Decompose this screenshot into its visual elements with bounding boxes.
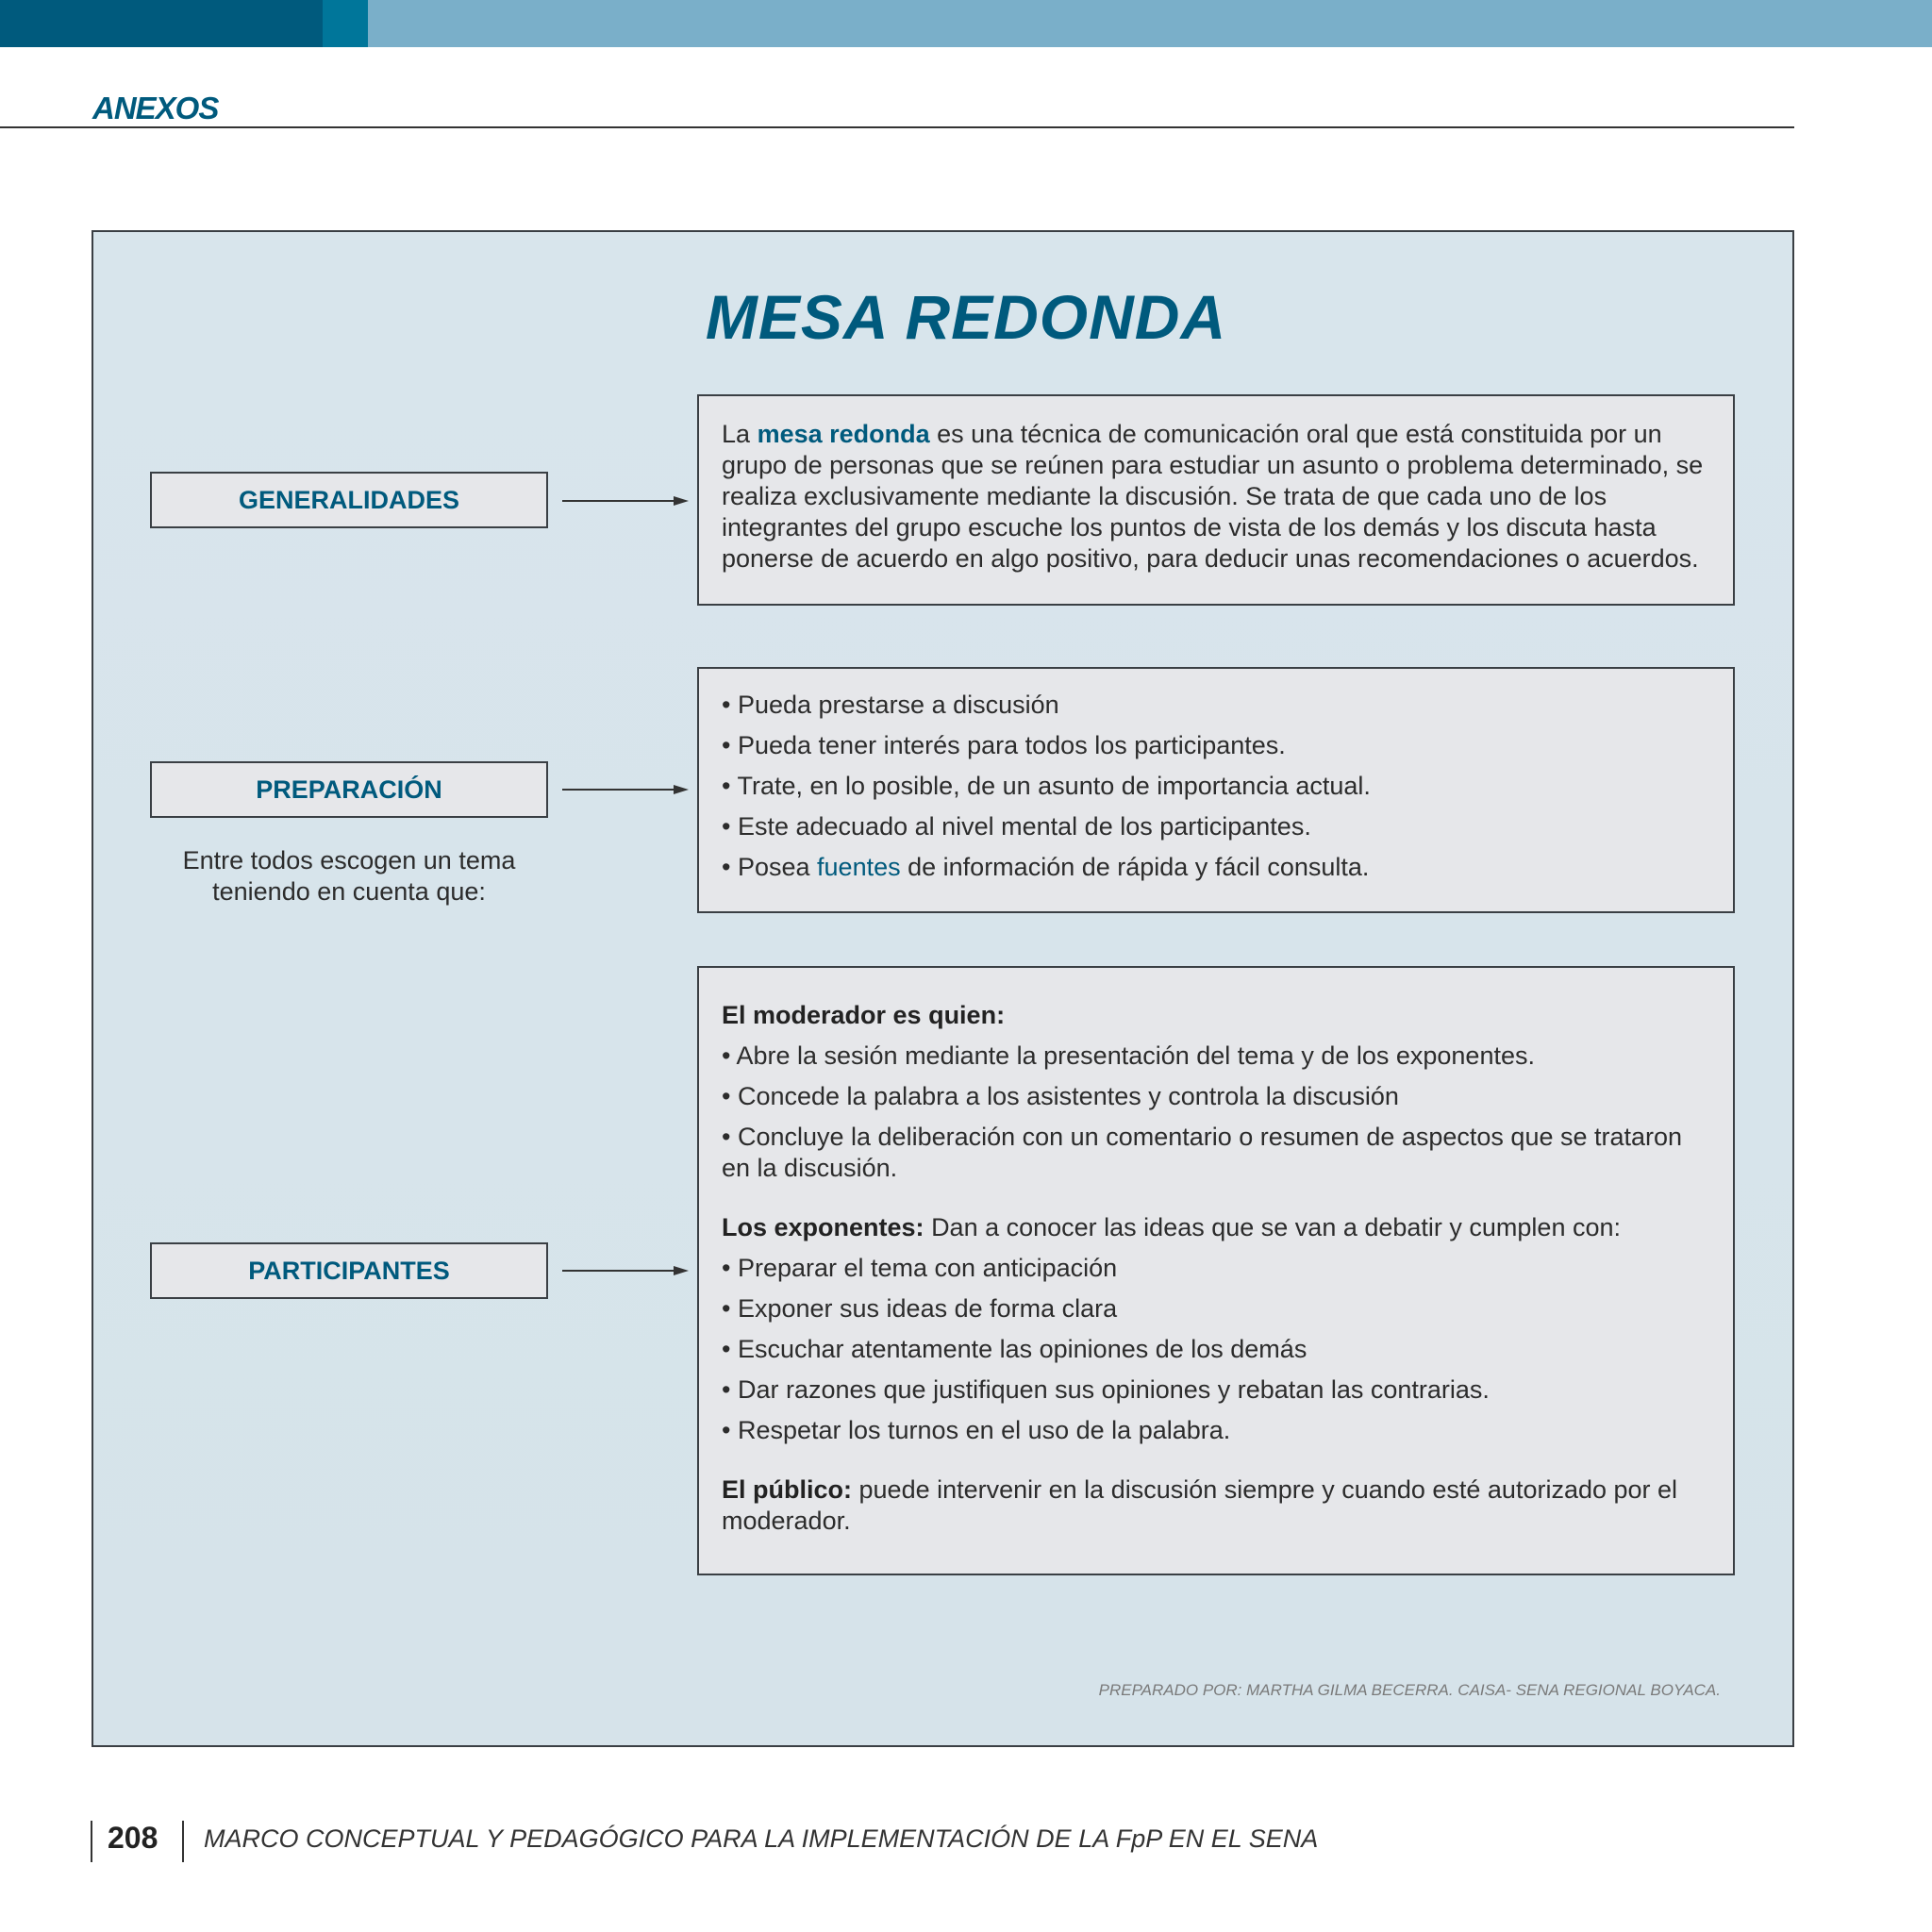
fuentes-highlight: fuentes: [817, 853, 901, 881]
page-number: 208: [108, 1821, 158, 1855]
list-item: • Respetar los turnos en el uso de la palabra.: [722, 1416, 1231, 1444]
publico-line: [722, 1474, 1708, 1537]
moderador-heading: El moderador es quien:: [722, 1001, 1006, 1029]
list-item: • Abre la sesión mediante la presentación del tema y de los exponentes.: [722, 1041, 1535, 1070]
list-item: • Pueda tener interés para todos los participantes.: [722, 731, 1286, 759]
generalidades-text: es una técnica de comunicación oral que está constituida por un grupo de personas que se reúnen para estudiar un asunto o problema determinado, se realiza exclusivamente mediante la discusión. Se trata de que cada uno de los integrantes del grupo escuche los puntos de vista de los demás y los discuta hasta ponerse de acuerdo en algo positivo, para deducir unas recomendaciones o acuerdos.: [722, 420, 1704, 573]
participantes-box: [697, 966, 1735, 1575]
generalidades-highlight: mesa redonda: [757, 420, 930, 448]
credit-line: PREPARADO POR: MARTHA GILMA BECERRA. CAISA- SENA REGIONAL BOYACA.: [1098, 1681, 1721, 1699]
list-item: • Este adecuado al nivel mental de los participantes.: [722, 812, 1311, 841]
footer-divider: [182, 1821, 184, 1862]
preparacion-box: [697, 667, 1735, 913]
footer-title: MARCO CONCEPTUAL Y PEDAGÓGICO PARA LA IMPLEMENTACIÓN DE LA FpP EN EL SENA: [204, 1824, 1319, 1853]
list-item: • Preparar el tema con anticipación: [722, 1254, 1118, 1282]
exponentes-line: [722, 1212, 1708, 1243]
publico-heading: El público:: [722, 1475, 852, 1504]
fuentes-pre: • Posea: [722, 853, 810, 881]
list-item: • Escuchar atentamente las opiniones de los demás: [722, 1335, 1307, 1363]
arrow-right-icon: [562, 494, 689, 508]
list-item-fuentes: [722, 852, 1708, 883]
top-bar-dark-segment: [0, 0, 323, 47]
generalidades-intro: La: [722, 420, 751, 448]
exponentes-text: Dan a conocer las ideas que se van a debatir y cumplen con:: [931, 1213, 1622, 1241]
top-color-bar: [0, 0, 1932, 47]
footer-divider: [91, 1821, 92, 1862]
list-item: • Pueda prestarse a discusión: [722, 691, 1059, 719]
generalidades-box: [697, 394, 1735, 606]
publico-text: puede intervenir en la discusión siempre y cuando esté autorizado por el moderador.: [722, 1475, 1678, 1535]
label-participantes: PARTICIPANTES: [150, 1242, 548, 1299]
list-item: • Concluye la deliberación con un comentario o resumen de aspectos que se trataron en la discusión.: [722, 1123, 1683, 1182]
section-label: ANEXOS: [92, 91, 219, 125]
list-item: • Concede la palabra a los asistentes y controla la discusión: [722, 1082, 1399, 1110]
list-item: • Dar razones que justifiquen sus opiniones y rebatan las contrarias.: [722, 1375, 1490, 1404]
list-item: • Exponer sus ideas de forma clara: [722, 1294, 1118, 1323]
exponentes-heading: Los exponentes:: [722, 1213, 924, 1241]
page-title: MESA REDONDA: [705, 282, 1227, 352]
arrow-right-icon: [562, 783, 689, 796]
top-bar-mid-segment: [323, 0, 368, 47]
list-item: • Trate, en lo posible, de un asunto de importancia actual.: [722, 772, 1371, 800]
header-rule: [0, 126, 1794, 128]
label-generalidades: GENERALIDADES: [150, 472, 548, 528]
label-preparacion: PREPARACIÓN: [150, 761, 548, 818]
preparacion-note: Entre todos escogen un tema teniendo en cuenta que:: [182, 846, 516, 906]
fuentes-post: de información de rápida y fácil consulta.: [908, 853, 1370, 881]
arrow-right-icon: [562, 1264, 689, 1277]
